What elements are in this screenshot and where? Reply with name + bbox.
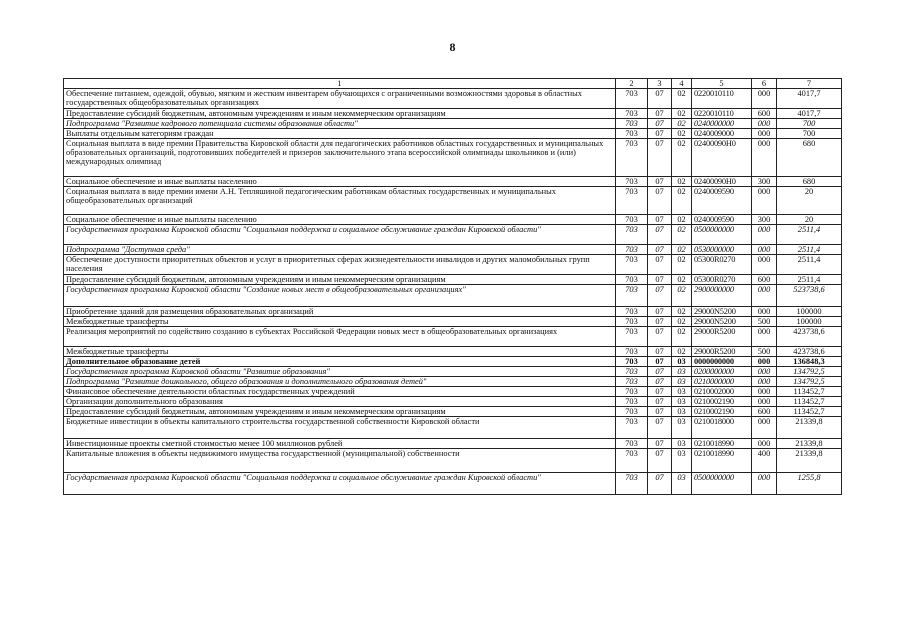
- table-body: [64, 89, 842, 495]
- target-article-code: 0210000000: [692, 377, 752, 387]
- target-article-code: 0210002190: [692, 407, 752, 417]
- target-article-code: 0240009590: [692, 215, 752, 225]
- ministry-code: 703: [616, 307, 648, 317]
- column-header: 2: [616, 79, 648, 89]
- table-row: [64, 387, 842, 397]
- target-article-code: 05300R0270: [692, 275, 752, 285]
- amount: 20: [777, 187, 842, 215]
- expense-type-code: 000: [752, 255, 777, 275]
- amount: 680: [777, 177, 842, 187]
- expense-type-code: 000: [752, 327, 777, 347]
- subsection-code: 02: [672, 139, 692, 177]
- table-row: [64, 109, 842, 119]
- table-row: [64, 397, 842, 407]
- expense-type-code: 000: [752, 89, 777, 109]
- table-header-row: [64, 79, 842, 89]
- section-code: 07: [648, 397, 672, 407]
- target-article-code: 29000R5200: [692, 347, 752, 357]
- amount: 113452,7: [777, 397, 842, 407]
- ministry-code: 703: [616, 449, 648, 473]
- ministry-code: 703: [616, 215, 648, 225]
- subsection-code: 03: [672, 407, 692, 417]
- ministry-code: 703: [616, 387, 648, 397]
- subsection-code: 02: [672, 255, 692, 275]
- amount: 136848,3: [777, 357, 842, 367]
- section-code: 07: [648, 357, 672, 367]
- table-row: [64, 225, 842, 245]
- item-name: Капитальные вложения в объекты недвижимого имущества государственной (муниципальной) собственности: [64, 449, 616, 473]
- expense-type-code: 000: [752, 285, 777, 307]
- table-row: [64, 177, 842, 187]
- subsection-code: 02: [672, 109, 692, 119]
- expense-type-code: 600: [752, 109, 777, 119]
- amount: 2511,4: [777, 245, 842, 255]
- target-article-code: 0210018000: [692, 417, 752, 439]
- column-header: 7: [777, 79, 842, 89]
- table-row: [64, 245, 842, 255]
- target-article-code: 0210002190: [692, 397, 752, 407]
- target-article-code: 0500000000: [692, 473, 752, 495]
- expense-type-code: 400: [752, 449, 777, 473]
- expense-type-code: 000: [752, 357, 777, 367]
- subsection-code: 02: [672, 245, 692, 255]
- section-code: 07: [648, 377, 672, 387]
- expense-type-code: 500: [752, 347, 777, 357]
- item-name: Реализация мероприятий по содействию созданию в субъектах Российской Федерации новых мест в общеобразовательных организациях: [64, 327, 616, 347]
- table-row: [64, 439, 842, 449]
- subsection-code: 03: [672, 473, 692, 495]
- expense-type-code: 500: [752, 317, 777, 327]
- section-code: 07: [648, 285, 672, 307]
- subsection-code: 02: [672, 215, 692, 225]
- ministry-code: 703: [616, 177, 648, 187]
- amount: 2511,4: [777, 255, 842, 275]
- ministry-code: 703: [616, 473, 648, 495]
- target-article-code: 29000N5200: [692, 317, 752, 327]
- section-code: 07: [648, 275, 672, 285]
- table-row: [64, 215, 842, 225]
- item-name: Предоставление субсидий бюджетным, автономным учреждениям и иным некоммерческим организациям: [64, 275, 616, 285]
- item-name: Государственная программа Кировской области "Развитие образования": [64, 367, 616, 377]
- expense-type-code: 600: [752, 407, 777, 417]
- amount: 134792,5: [777, 377, 842, 387]
- amount: 700: [777, 119, 842, 129]
- expense-type-code: 600: [752, 275, 777, 285]
- column-header: 6: [752, 79, 777, 89]
- amount: 21339,8: [777, 417, 842, 439]
- expense-type-code: 000: [752, 377, 777, 387]
- table-row: [64, 417, 842, 439]
- section-code: 07: [648, 215, 672, 225]
- item-name: Дополнительное образование детей: [64, 357, 616, 367]
- table-row: [64, 367, 842, 377]
- subsection-code: 02: [672, 317, 692, 327]
- item-name: Подпрограмма "Доступная среда": [64, 245, 616, 255]
- subsection-code: 02: [672, 275, 692, 285]
- target-article-code: 29000N5200: [692, 307, 752, 317]
- amount: 21339,8: [777, 439, 842, 449]
- table-row: [64, 255, 842, 275]
- ministry-code: 703: [616, 139, 648, 177]
- amount: 21339,8: [777, 449, 842, 473]
- expense-type-code: 000: [752, 245, 777, 255]
- expense-type-code: 000: [752, 119, 777, 129]
- table-row: [64, 119, 842, 129]
- ministry-code: 703: [616, 397, 648, 407]
- subsection-code: 03: [672, 397, 692, 407]
- item-name: Обеспечение доступности приоритетных объектов и услуг в приоритетных сферах жизнедеятельности инвалидов и других маломобильных групп населения: [64, 255, 616, 275]
- amount: 1255,8: [777, 473, 842, 495]
- ministry-code: 703: [616, 187, 648, 215]
- expense-type-code: 000: [752, 129, 777, 139]
- subsection-code: 03: [672, 439, 692, 449]
- target-article-code: 0500000000: [692, 225, 752, 245]
- expense-type-code: 000: [752, 387, 777, 397]
- column-header: 5: [692, 79, 752, 89]
- item-name: Предоставление субсидий бюджетным, автономным учреждениям и иным некоммерческим организациям: [64, 109, 616, 119]
- item-name: Организации дополнительного образования: [64, 397, 616, 407]
- target-article-code: 0210018990: [692, 449, 752, 473]
- section-code: 07: [648, 129, 672, 139]
- subsection-code: 02: [672, 89, 692, 109]
- ministry-code: 703: [616, 439, 648, 449]
- target-article-code: 0240000000: [692, 119, 752, 129]
- section-code: 07: [648, 317, 672, 327]
- subsection-code: 02: [672, 177, 692, 187]
- item-name: Подпрограмма "Развитие дошкольного, общего образования и дополнительного образования детей": [64, 377, 616, 387]
- amount: 680: [777, 139, 842, 177]
- target-article-code: 0240009590: [692, 187, 752, 215]
- subsection-code: 02: [672, 347, 692, 357]
- amount: 423738,6: [777, 327, 842, 347]
- column-header: 4: [672, 79, 692, 89]
- item-name: Социальная выплата в виде премии Правительства Кировской области для педагогических работников областных государственных и муниципальных образовательных организаций, подготовивших победителей и призеров заключительного этапа всероссийской олимпиады школьников и (или) международных олимпиад: [64, 139, 616, 177]
- item-name: Предоставление субсидий бюджетным, автономным учреждениям и иным некоммерческим организациям: [64, 407, 616, 417]
- item-name: Государственная программа Кировской области "Социальная поддержка и социальное обслуживание граждан Кировской области": [64, 225, 616, 245]
- amount: 20: [777, 215, 842, 225]
- table-row: [64, 473, 842, 495]
- subsection-code: 02: [672, 327, 692, 347]
- ministry-code: 703: [616, 285, 648, 307]
- amount: 134792,5: [777, 367, 842, 377]
- table-row: [64, 357, 842, 367]
- amount: 113452,7: [777, 387, 842, 397]
- expense-type-code: 000: [752, 439, 777, 449]
- expense-type-code: 000: [752, 225, 777, 245]
- item-name: Финансовое обеспечение деятельности областных государственных учреждений: [64, 387, 616, 397]
- item-name: Межбюджетные трансферты: [64, 347, 616, 357]
- section-code: 07: [648, 367, 672, 377]
- section-code: 07: [648, 347, 672, 357]
- ministry-code: 703: [616, 255, 648, 275]
- item-name: Бюджетные инвестиции в объекты капитального строительства государственной собственности Кировской области: [64, 417, 616, 439]
- section-code: 07: [648, 245, 672, 255]
- item-name: Социальное обеспечение и иные выплаты населению: [64, 215, 616, 225]
- ministry-code: 703: [616, 317, 648, 327]
- table-row: [64, 449, 842, 473]
- subsection-code: 03: [672, 377, 692, 387]
- ministry-code: 703: [616, 129, 648, 139]
- subsection-code: 03: [672, 357, 692, 367]
- ministry-code: 703: [616, 275, 648, 285]
- section-code: 07: [648, 407, 672, 417]
- section-code: 07: [648, 139, 672, 177]
- subsection-code: 03: [672, 367, 692, 377]
- expense-type-code: 000: [752, 187, 777, 215]
- section-code: 07: [648, 307, 672, 317]
- item-name: Государственная программа Кировской области "Создание новых мест в общеобразовательных организациях": [64, 285, 616, 307]
- amount: 2511,4: [777, 275, 842, 285]
- target-article-code: 29000R5200: [692, 327, 752, 347]
- target-article-code: 0210002000: [692, 387, 752, 397]
- subsection-code: 03: [672, 417, 692, 439]
- target-article-code: 0210018990: [692, 439, 752, 449]
- ministry-code: 703: [616, 327, 648, 347]
- ministry-code: 703: [616, 119, 648, 129]
- expense-type-code: 000: [752, 417, 777, 439]
- target-article-code: 0220010110: [692, 89, 752, 109]
- section-code: 07: [648, 187, 672, 215]
- table-row: [64, 275, 842, 285]
- table-row: [64, 139, 842, 177]
- amount: 4017,7: [777, 109, 842, 119]
- expense-type-code: 000: [752, 367, 777, 377]
- section-code: 07: [648, 473, 672, 495]
- ministry-code: 703: [616, 367, 648, 377]
- section-code: 07: [648, 109, 672, 119]
- table-row: [64, 187, 842, 215]
- item-name: Приобретение зданий для размещения образовательных организаций: [64, 307, 616, 317]
- expense-type-code: 000: [752, 473, 777, 495]
- subsection-code: 02: [672, 187, 692, 215]
- table-row: [64, 129, 842, 139]
- target-article-code: 0200000000: [692, 367, 752, 377]
- subsection-code: 02: [672, 285, 692, 307]
- ministry-code: 703: [616, 407, 648, 417]
- amount: 113452,7: [777, 407, 842, 417]
- ministry-code: 703: [616, 347, 648, 357]
- target-article-code: 0530000000: [692, 245, 752, 255]
- target-article-code: 0240009000: [692, 129, 752, 139]
- expense-type-code: 000: [752, 307, 777, 317]
- subsection-code: 02: [672, 119, 692, 129]
- expense-type-code: 000: [752, 139, 777, 177]
- expense-type-code: 300: [752, 177, 777, 187]
- table-row: [64, 377, 842, 387]
- expense-type-code: 000: [752, 397, 777, 407]
- column-header: 1: [64, 79, 616, 89]
- ministry-code: 703: [616, 109, 648, 119]
- target-article-code: 0220010110: [692, 109, 752, 119]
- target-article-code: 02400090Н0: [692, 139, 752, 177]
- budget-table: [63, 78, 842, 495]
- table-row: [64, 307, 842, 317]
- target-article-code: 2900000000: [692, 285, 752, 307]
- table-row: [64, 327, 842, 347]
- item-name: Обеспечение питанием, одеждой, обувью, мягким и жестким инвентарем обучающихся с ограниченными возможностями здоровья в областных государственных общеобразовательных организациях: [64, 89, 616, 109]
- ministry-code: 703: [616, 417, 648, 439]
- subsection-code: 02: [672, 129, 692, 139]
- ministry-code: 703: [616, 225, 648, 245]
- section-code: 07: [648, 387, 672, 397]
- page-number: 8: [449, 40, 456, 54]
- item-name: Государственная программа Кировской области "Социальная поддержка и социальное обслуживание граждан Кировской области": [64, 473, 616, 495]
- table-row: [64, 347, 842, 357]
- item-name: Инвестиционные проекты сметной стоимостью менее 100 миллионов рублей: [64, 439, 616, 449]
- subsection-code: 02: [672, 225, 692, 245]
- expense-type-code: 300: [752, 215, 777, 225]
- item-name: Социальное обеспечение и иные выплаты населению: [64, 177, 616, 187]
- item-name: Подпрограмма "Развитие кадрового потенциала системы образования области": [64, 119, 616, 129]
- amount: 4017,7: [777, 89, 842, 109]
- ministry-code: 703: [616, 357, 648, 367]
- section-code: 07: [648, 439, 672, 449]
- target-article-code: 0000000000: [692, 357, 752, 367]
- table-row: [64, 89, 842, 109]
- section-code: 07: [648, 225, 672, 245]
- section-code: 07: [648, 255, 672, 275]
- column-header: 3: [648, 79, 672, 89]
- amount: 100000: [777, 307, 842, 317]
- item-name: Социальная выплата в виде премии имени А.Н. Тепляшиной педагогическим работникам областных государственных и муниципальных общеобразовательных организаций: [64, 187, 616, 215]
- section-code: 07: [648, 89, 672, 109]
- amount: 423738,6: [777, 347, 842, 357]
- subsection-code: 03: [672, 387, 692, 397]
- section-code: 07: [648, 327, 672, 347]
- amount: 2511,4: [777, 225, 842, 245]
- section-code: 07: [648, 177, 672, 187]
- section-code: 07: [648, 449, 672, 473]
- subsection-code: 02: [672, 307, 692, 317]
- section-code: 07: [648, 119, 672, 129]
- target-article-code: 05300R0270: [692, 255, 752, 275]
- ministry-code: 703: [616, 245, 648, 255]
- target-article-code: 02400090Н0: [692, 177, 752, 187]
- amount: 523738,6: [777, 285, 842, 307]
- amount: 700: [777, 129, 842, 139]
- section-code: 07: [648, 417, 672, 439]
- table-row: [64, 285, 842, 307]
- item-name: Межбюджетные трансферты: [64, 317, 616, 327]
- ministry-code: 703: [616, 89, 648, 109]
- subsection-code: 03: [672, 449, 692, 473]
- amount: 100000: [777, 317, 842, 327]
- table-row: [64, 407, 842, 417]
- table-row: [64, 317, 842, 327]
- ministry-code: 703: [616, 377, 648, 387]
- item-name: Выплаты отдельным категориям граждан: [64, 129, 616, 139]
